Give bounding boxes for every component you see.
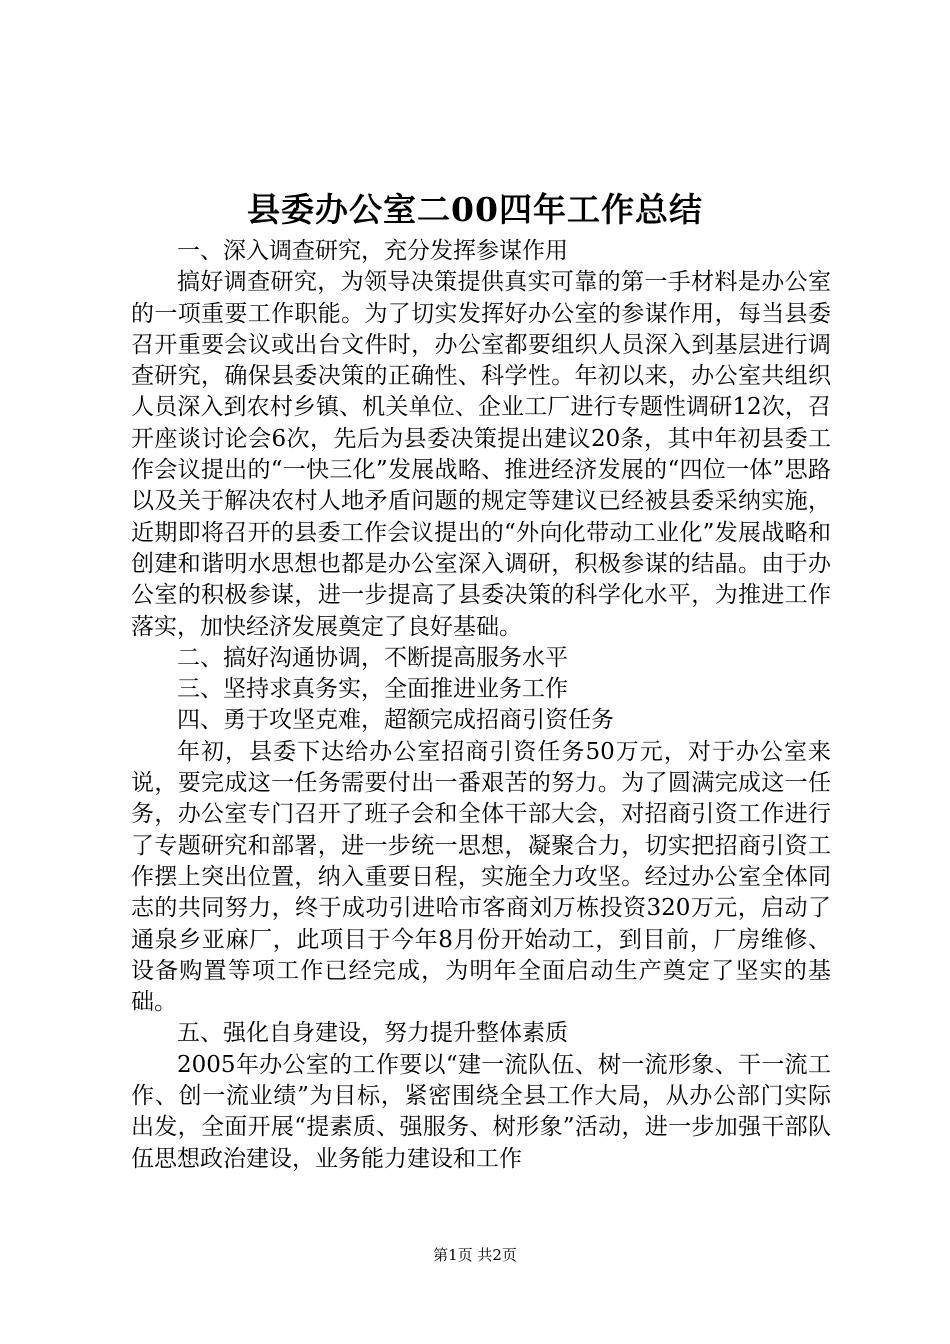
section-heading-4: 四、勇于攻坚克难，超额完成招商引资任务 (177, 707, 614, 734)
document-body (131, 236, 831, 1175)
paragraph-research: 搞好调查研究，为领导决策提供真实可靠的第一手材料是办公室的一项重要工作职能。为了切实发挥好办公室的参谋作用，每当县委召开重要会议或出台文件时，办公室都要组织人员深入到基层进行调查研究，确保县委决策的正确性、科学性。年初以来，办公室共组织人员深入到农村乡镇、机关单位、企业工厂进行专题性调研12次，召开座谈讨论会6次，先后为县委决策提出建议20条，其中年初县委工作会议提出的“一快三化”发展战略、推进经济发展的“四位一体”思路以及关于解决农村人地矛盾问题的规定等建议已经被县委采纳实施，近期即将召开的县委工作会议提出的“外向化带动工业化”发展战略和创建和谐明水思想也都是办公室深入调研，积极参谋的结晶。由于办公室的积极参谋，进一步提高了县委决策的科学化水平，为推进工作落实，加快经济发展奠定了良好基础。 (131, 269, 831, 640)
paragraph-investment: 年初，县委下达给办公室招商引资任务50万元，对于办公室来说，要完成这一任务需要付出一番艰苦的努力。为了圆满完成这一任务，办公室专门召开了班子会和全体干部大会，对招商引资工作进行了专题研究和部署，进一步统一思想，凝聚合力，切实把招商引资工作摆上突出位置，纳入重要日程，实施全力攻坚。经过办公室全体同志的共同努力，终于成功引进哈市客商刘万栋投资320万元，启动了通泉乡亚麻厂，此项目于今年8月份开始动工，到目前，厂房维修、设备购置等项工作已经完成，为明年全面启动生产奠定了坚实的基础。 (131, 738, 831, 1016)
section-heading-1: 一、深入调查研究，充分发挥参谋作用 (177, 238, 568, 264)
section-heading-2: 二、搞好沟通协调，不断提高服务水平 (177, 644, 568, 671)
section-heading-5: 五、强化自身建设，努力提升整体素质 (177, 1020, 568, 1047)
page-footer (0, 1245, 950, 1265)
section-heading-3: 三、坚持求真务实，全面推进业务工作 (177, 676, 568, 703)
paragraph-2005-plan: 2005年办公室的工作要以“建一流队伍、树一流形象、干一流工作、创一流业绩”为目标，紧密围绕全县工作大局，从办公部门实际出发，全面开展“提素质、强服务、树形象”活动，进一步加强干部队伍思想政治建设，业务能力建设和工作 (131, 1051, 831, 1172)
document-title: 县委办公室二00四年工作总结 (247, 190, 703, 229)
page-number: 第1页 共2页 (433, 1246, 517, 1264)
